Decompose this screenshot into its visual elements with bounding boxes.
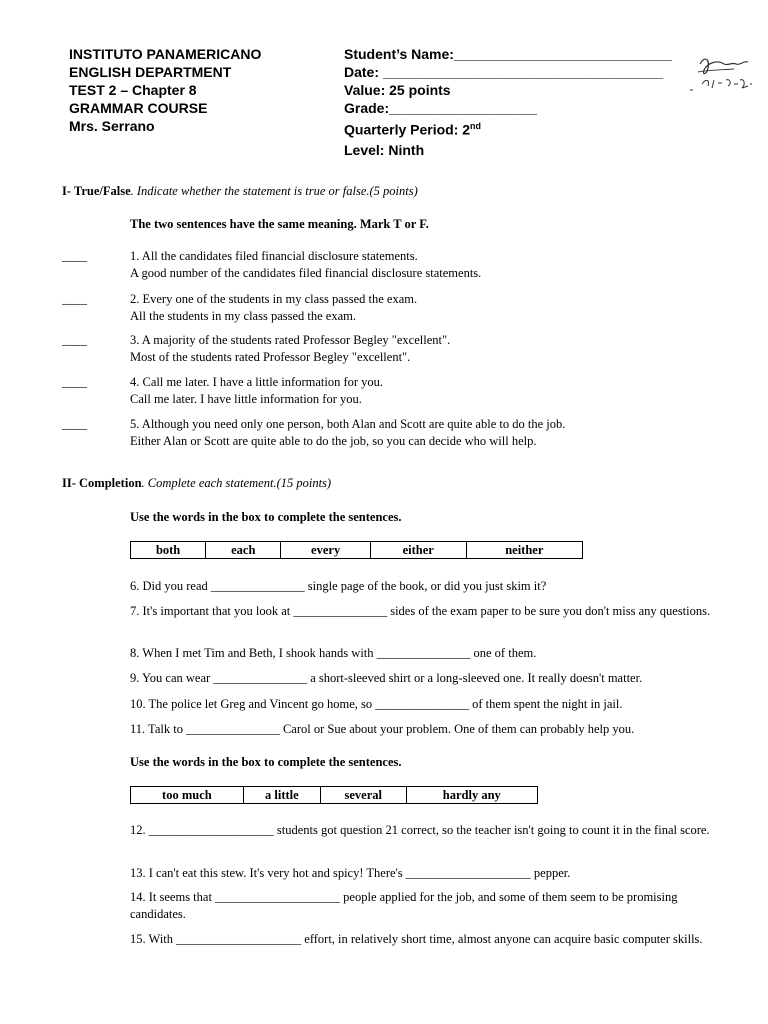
section1-subheading: The two sentences have the same meaning. Mark T or F. xyxy=(130,217,429,231)
handwritten-signature xyxy=(690,50,760,98)
word-box-cell: neither xyxy=(466,542,582,559)
section1-heading xyxy=(62,184,418,199)
date-field[interactable]: Date: ____________________________________ xyxy=(344,64,664,80)
answer-blank[interactable]: ____ xyxy=(62,375,87,389)
word-box-cell: several xyxy=(320,787,406,804)
tf-item xyxy=(130,291,730,325)
period-label: Quarterly Period: 2 xyxy=(344,121,471,138)
completion-item: 10. The police let Greg and Vincent go home, so _______________ of them spent the night in jail. xyxy=(130,697,623,711)
tf-sentence-b: Call me later. I have little information for you. xyxy=(130,392,362,406)
tf-sentence-b: Most of the students rated Professor Begley "excellent". xyxy=(130,350,411,364)
tf-sentence-b: Either Alan or Scott are quite able to do the job, so you can decide who will help. xyxy=(130,434,537,448)
completion-item: 8. When I met Tim and Beth, I shook hands with _______________ one of them. xyxy=(130,646,537,660)
answer-blank[interactable]: ____ xyxy=(62,292,87,306)
completion-item: 11. Talk to _______________ Carol or Sue about your problem. One of them can probably help you. xyxy=(130,722,635,736)
student-info xyxy=(344,45,672,159)
completion-item: 15. With ____________________ effort, in relatively short time, almost anyone can acquire basic computer skills. xyxy=(130,932,703,946)
tf-item xyxy=(130,416,730,450)
student-name-field[interactable]: Student’s Name:____________________________ xyxy=(344,46,672,62)
section1-instructions: . Indicate whether the statement is true or false.(5 points) xyxy=(130,184,418,198)
school-name: INSTITUTO PANAMERICANO xyxy=(69,46,262,62)
section2-subheading-2: Use the words in the box to complete the sentences. xyxy=(130,755,402,769)
completion-item: 12. ____________________ students got question 21 correct, so the teacher isn't going to count it in the final score. xyxy=(130,823,710,837)
completion-item: 6. Did you read _______________ single page of the book, or did you just skim it? xyxy=(130,579,547,593)
tf-item xyxy=(130,248,730,282)
tf-item xyxy=(130,374,730,408)
completion-item: 7. It's important that you look at _______________ sides of the exam paper to be sure you don't miss any questions. xyxy=(130,604,711,618)
tf-sentence-a: 1. All the candidates filed financial disclosure statements. xyxy=(130,249,418,263)
word-box-cell: either xyxy=(370,542,466,559)
quarterly-period xyxy=(344,117,672,139)
department: ENGLISH DEPARTMENT xyxy=(69,64,232,80)
tf-sentence-b: A good number of the candidates filed financial disclosure statements. xyxy=(130,266,482,280)
tf-sentence-a: 3. A majority of the students rated Professor Begley "excellent". xyxy=(130,333,451,347)
section2-instructions: . Complete each statement.(15 points) xyxy=(141,476,332,490)
word-box-cell: hardly any xyxy=(406,787,537,804)
answer-blank[interactable]: ____ xyxy=(62,249,87,263)
completion-item: 9. You can wear _______________ a short-sleeved shirt or a long-sleeved one. It really doesn't matter. xyxy=(130,671,643,685)
word-box-cell: a little xyxy=(243,787,320,804)
section2-heading xyxy=(62,476,331,491)
tf-sentence-a: 4. Call me later. I have a little information for you. xyxy=(130,375,384,389)
word-box-2 xyxy=(130,786,538,804)
tf-sentence-a: 2. Every one of the students in my class passed the exam. xyxy=(130,292,418,306)
test-title: TEST 2 – Chapter 8 xyxy=(69,82,197,98)
level-text: Level: Ninth xyxy=(344,141,425,158)
section2-subheading-1: Use the words in the box to complete the sentences. xyxy=(130,510,402,524)
word-box-cell: every xyxy=(281,542,371,559)
tf-item xyxy=(130,332,730,366)
answer-blank[interactable]: ____ xyxy=(62,417,87,431)
completion-item: 13. I can't eat this stew. It's very hot and spicy! There's ____________________ pepper. xyxy=(130,866,571,880)
school-header xyxy=(69,45,261,135)
word-box-cell: too much xyxy=(131,787,244,804)
course-name: GRAMMAR COURSE xyxy=(69,100,208,116)
tf-sentence-b: All the students in my class passed the exam. xyxy=(130,309,357,323)
word-box-cell: both xyxy=(131,542,206,559)
section2-title: II- Completion xyxy=(62,476,142,490)
value-text: Value: 25 points xyxy=(344,82,451,98)
completion-item: 14. It seems that ____________________ people applied for the job, and some of them seem to be promising candidates. xyxy=(130,890,678,921)
period-sup: nd xyxy=(470,121,482,131)
grade-field[interactable]: Grade:___________________ xyxy=(344,100,538,116)
answer-blank[interactable]: ____ xyxy=(62,333,87,347)
word-box-1 xyxy=(130,541,583,559)
section1-title: I- True/False xyxy=(62,184,131,198)
word-box-cell: each xyxy=(206,542,281,559)
teacher-name: Mrs. Serrano xyxy=(69,118,155,134)
tf-sentence-a: 5. Although you need only one person, both Alan and Scott are quite able to do the job. xyxy=(130,417,566,431)
